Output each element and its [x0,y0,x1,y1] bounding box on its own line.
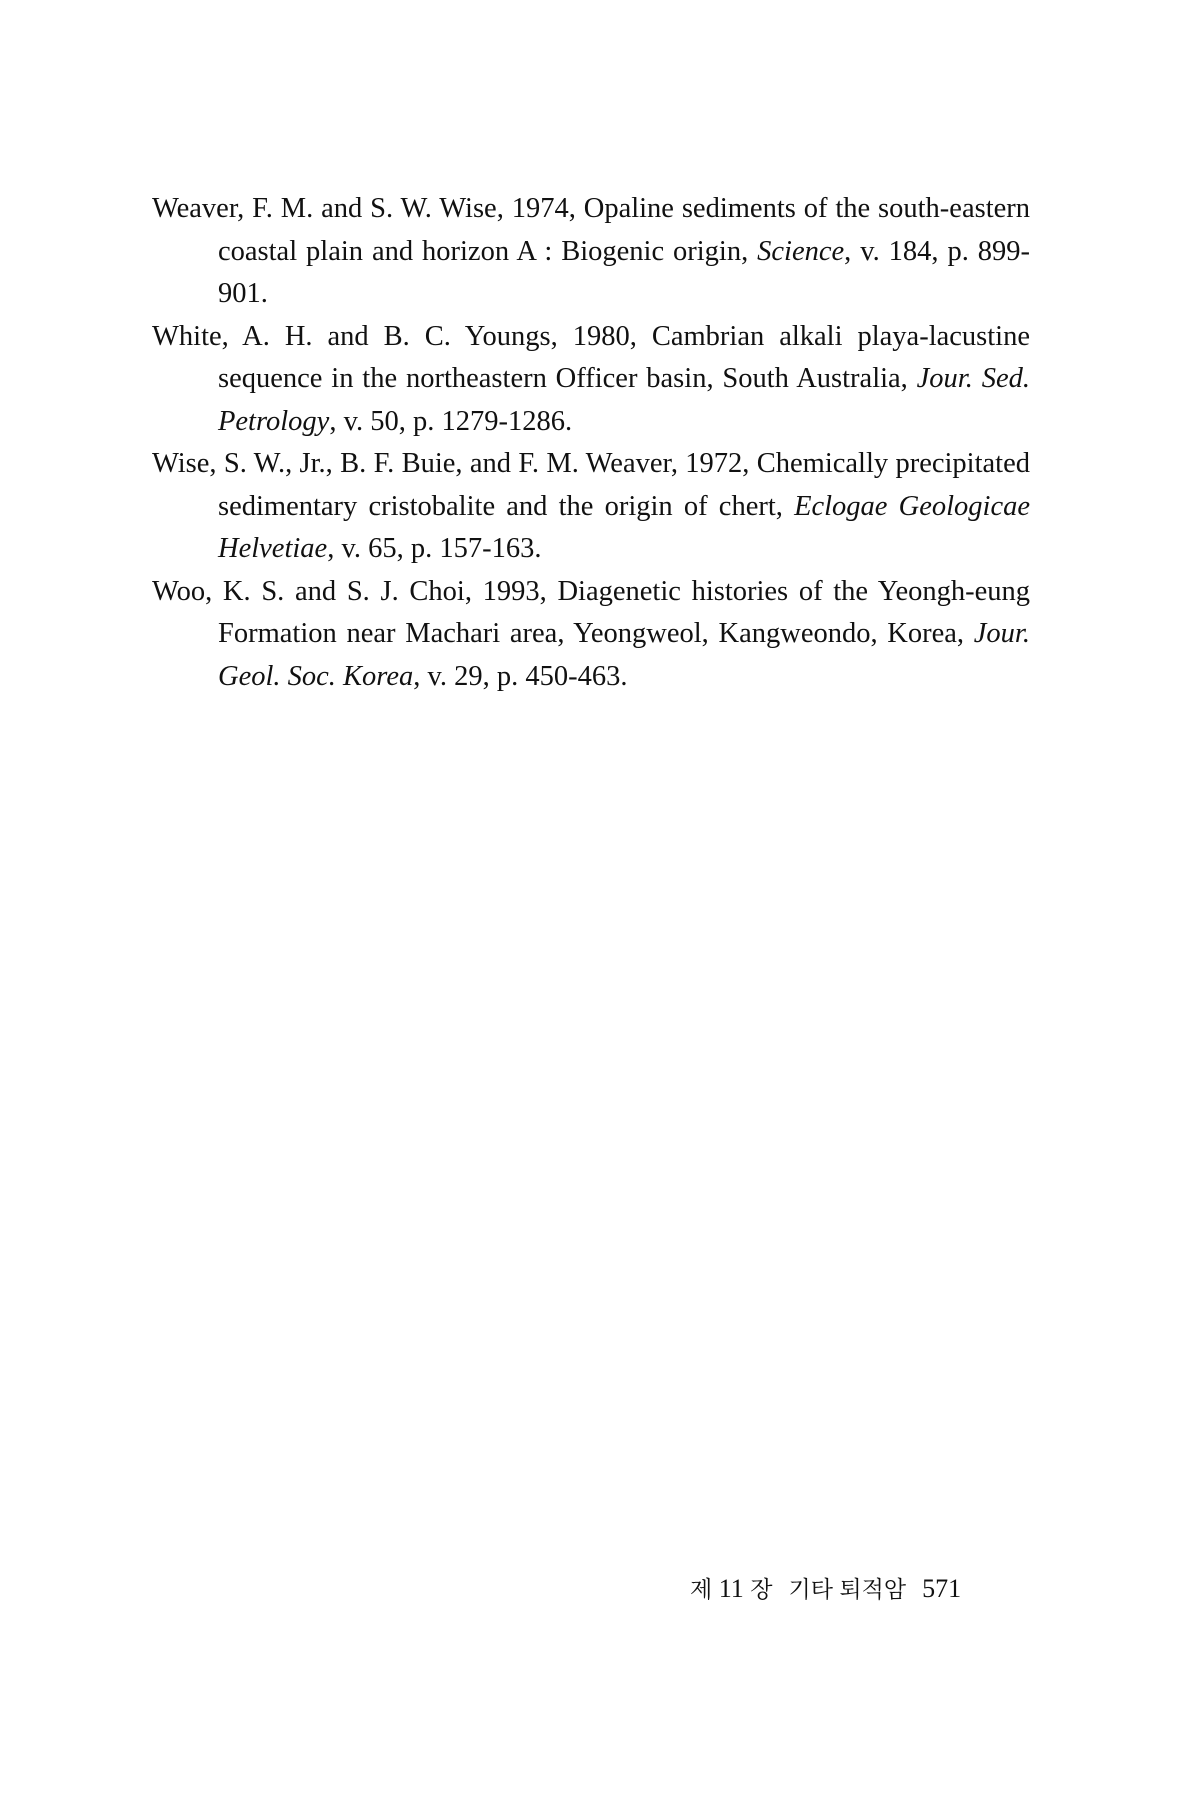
page-number: 571 [922,1574,962,1603]
reference-entry [152,188,1030,316]
chapter-prefix: 제 [690,1577,713,1603]
reference-title: Opaline sediments of the south-eastern coastal plain and horizon A : Biogenic origin, [218,193,1030,267]
chapter-suffix: 장 [750,1577,773,1603]
chapter-number: 11 [718,1574,744,1603]
reference-authors: Woo, K. S. and S. J. Choi, 1993, [152,575,558,607]
reference-title: Diagenetic histories of the Yeongh-eung Formation near Machari area, Yeongweol, Kangweondo, Korea, [218,575,1030,649]
chapter-title-part-2: 퇴적암 [839,1577,907,1603]
reference-list [152,188,1030,698]
reference-authors: Weaver, F. M. and S. W. Wise, 1974, [152,193,584,224]
page-footer [690,1573,1030,1606]
reference-title: Chemically precipitated sedimentary cristobalite and the origin of chert, [218,448,1030,522]
reference-title: Cambrian alkali playa-lacustine sequence in the northeastern Officer basin, South Australia, [218,320,1030,394]
reference-authors: Wise, S. W., Jr., B. F. Buie, and F. M. Weaver, 1972, [152,448,757,479]
reference-journal: Jour. Geol. Soc. Korea [218,618,1030,692]
reference-journal: Eclogae Geologicae Helvetiae [218,490,1030,564]
reference-authors: White, A. H. and B. C. Youngs, 1980, [152,320,652,352]
reference-details: , v. 29, p. 450-463. [413,660,628,692]
reference-journal: Jour. Sed. Petrology [218,363,1030,437]
reference-details: , v. 65, p. 157-163. [327,533,542,564]
reference-entry [152,443,1030,571]
reference-journal: Science [757,235,845,267]
reference-details: , v. 50, p. 1279-1286. [329,405,573,437]
chapter-title-part-1: 기타 [788,1577,833,1603]
reference-entry [152,571,1030,699]
reference-entry [152,316,1030,444]
reference-details: , v. 184, p. 899-901. [218,235,1030,309]
